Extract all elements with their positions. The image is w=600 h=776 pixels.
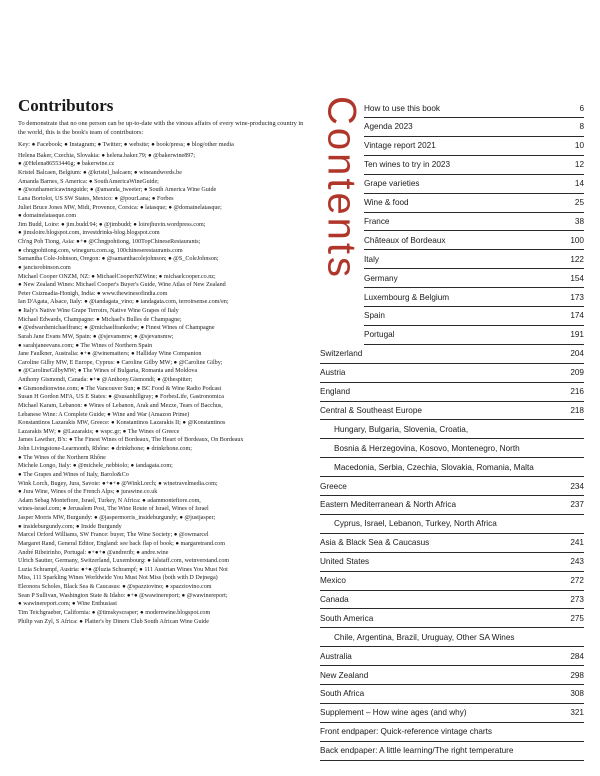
- contributor-line: Philip van Zyl, S Africa: ● Platter's by Diners Club South African Wine Guide: [18, 618, 209, 625]
- toc-title: Macedonia, Serbia, Czechia, Slovakia, Romania, Malta: [334, 462, 534, 472]
- contributor-line: ● @southamericawineguide; ● @amanda_tweeter; ● South America Wine Guide: [18, 187, 217, 194]
- toc-row[interactable]: [320, 401, 584, 420]
- toc-title: Front endpaper: Quick-reference vintage charts: [320, 727, 493, 737]
- toc-row[interactable]: [364, 156, 584, 175]
- contributor-line: ● domainelatasque.com: [18, 213, 77, 220]
- toc-title: Supplement – How wine ages (and why): [320, 708, 467, 718]
- contributor-line: Peter Csizmadia-Honigh, India: ● www.thewinesofindia.com: [18, 290, 168, 297]
- toc-page: 308: [570, 689, 584, 699]
- toc-page: 154: [570, 273, 584, 283]
- toc-row[interactable]: [364, 269, 584, 288]
- toc-row[interactable]: [364, 307, 584, 326]
- toc-page: 272: [570, 576, 584, 585]
- toc-title: England: [320, 387, 351, 396]
- toc-page: 241: [570, 538, 584, 548]
- contributor-line: Michael Karam, Lebanon: ● Wines of Lebanon, Arak and Mezze, Tears of Bacchus,: [18, 402, 223, 409]
- toc-row[interactable]: [320, 704, 584, 723]
- toc-page: 10: [574, 141, 584, 151]
- contributors-section: [18, 96, 304, 626]
- contributor-line: Ch'ng Poh Tiong, Asia: ●+● @Chngpohtiong, 100TopChineseRestaurants;: [18, 239, 201, 246]
- contributor-line: ● sarahjaneevans.com; ● The Wines of Northern Spain: [18, 342, 153, 349]
- contributor-line: Eleonora Scholes, Black Sea & Caucasus: ● @spazziovino; ● spazziovino.com: [18, 584, 212, 591]
- contributor-line: ● Jura Wine, Wines of the French Alps; ● jurawine.co.uk: [18, 489, 158, 496]
- toc-page: 122: [570, 254, 584, 264]
- contributor-line: ● The Wines of the Northern Rhône: [18, 454, 106, 461]
- toc-title: Australia: [320, 651, 352, 661]
- contributor-line: Michael Cooper ONZM, NZ: ● MichaelCooperNZWine; ● michaelcooper.co.nz;: [18, 273, 216, 280]
- toc-title: Cyprus, Israel, Lebanon, Turkey, North Africa: [334, 519, 497, 529]
- toc-page: 14: [574, 179, 584, 189]
- contributor-line: ● insideburgundy.com; ● Inside Burgundy: [18, 523, 122, 530]
- toc-row[interactable]: [320, 590, 584, 609]
- toc-page: 216: [570, 387, 584, 396]
- toc-title: Châteaux of Bordeaux: [364, 235, 446, 245]
- toc-row[interactable]: [364, 250, 584, 269]
- contributor-line: Konstantinos Lazarakis MW, Greece: ● Konstantinos Lazarakis II; ● @Konstantinos: [18, 420, 226, 427]
- contributor-line: Susan H Gordon MFA, US E States: ● @susanhillgray; ● ForbesLife, Gastronomica: [18, 394, 224, 401]
- toc-row[interactable]: [320, 439, 584, 458]
- toc-title: Chile, Argentina, Brazil, Uruguay, Other SA Wines: [334, 632, 515, 642]
- toc-title: Asia & Black Sea & Caucasus: [320, 538, 430, 548]
- contributor-line: Miss, 111 Sparkling Wines Worldwide You Must Not Miss (both with D Dejnega): [18, 575, 218, 582]
- toc-page: 8: [579, 122, 584, 132]
- toc-page: 204: [570, 349, 584, 359]
- toc-row[interactable]: [320, 723, 584, 742]
- toc-page: 100: [570, 235, 584, 245]
- toc-row[interactable]: [320, 420, 584, 439]
- toc-title: New Zealand: [320, 670, 369, 680]
- toc-title: Luxembourg & Belgium: [364, 292, 450, 302]
- toc-title: Mexico: [320, 576, 346, 585]
- toc-row[interactable]: [320, 534, 584, 553]
- toc-title: Switzerland: [320, 349, 363, 359]
- toc-row[interactable]: [364, 326, 584, 345]
- toc-title: Canada: [320, 594, 349, 604]
- contributor-line: Michael Edwards, Champagne: ● Michael's Bulles de Champagne;: [18, 316, 182, 323]
- toc-row[interactable]: [320, 609, 584, 628]
- toc-page: 321: [570, 708, 584, 718]
- contributor-line: ● chngpohtiong.com, wineguru.com.sg, 100chineserestaurants.com: [18, 247, 183, 254]
- toc-page: 284: [570, 651, 584, 661]
- toc-row[interactable]: [320, 628, 584, 647]
- contributor-line: ● @edwardsmichaelfranc; ● @michaelfrankedw; ● Finest Wines of Champagne: [18, 325, 215, 332]
- toc-page: 218: [570, 405, 584, 415]
- contributor-line: Anthony Gismondi, Canada: ●+● @Anthony.Gismondi; ● @thespitter;: [18, 377, 193, 384]
- toc-title: Ten wines to try in 2023: [364, 160, 451, 170]
- toc-title: Spain: [364, 311, 385, 321]
- contributor-line: Caroline Gilby MW, E Europe, Cyprus: ● Caroline Gilby MW; ● @Caroline Gilby;: [18, 359, 223, 366]
- contributor-line: ● The Grapes and Wines of Italy, Barolo&Co: [18, 471, 129, 478]
- contributor-line: Helena Baker, Czechia, Slovakia: ● helena.baker.79; ● @bakerwine897;: [18, 152, 196, 159]
- toc-page: 38: [574, 216, 584, 226]
- contributor-list: [18, 152, 304, 626]
- toc-row[interactable]: [364, 231, 584, 250]
- contributor-line: ● Gismondionwine.com; ● The Vancouver Sun; ● BC Food & Wine Radio Podcast: [18, 385, 222, 392]
- toc-title: Bosnia & Herzegovina, Kosovo, Montenegro, North: [334, 443, 520, 453]
- contributor-line: Sarah Jane Evans MW, Spain: ● @sjevansmw; ● @sjevansmw;: [18, 333, 174, 340]
- toc-title: Back endpaper: A little learning/The right temperature: [320, 746, 514, 756]
- contributor-line: John Livingstone-Learmonth, Rhône: ● drinkrhone; ● drinkrhone.com;: [18, 446, 192, 453]
- toc-title: Wine & food: [364, 198, 409, 207]
- toc-page: 12: [574, 160, 584, 170]
- toc-row[interactable]: [364, 175, 584, 194]
- contributor-line: Ian D'Agata, Alsace, Italy: ● @iandagata_vino; ● iandagata.com, terroirsense.com/en;: [18, 299, 229, 306]
- contents-title: Contents: [319, 95, 364, 281]
- contributor-line: ● @CarolineGilbyMW; ● The Wines of Bulgaria, Romania and Moldova: [18, 368, 198, 375]
- toc-row[interactable]: [320, 553, 584, 572]
- contributor-line: ● jimsloire.blogspot.com, investdrinks-blog.blogspot.com: [18, 230, 160, 237]
- toc-title: How to use this book: [364, 103, 441, 113]
- toc-row[interactable]: [320, 477, 584, 496]
- toc-page: 243: [570, 557, 584, 567]
- contributor-line: ● jancisrobinson.com: [18, 264, 71, 271]
- contributor-line: Samantha Cole-Johnson, Oregon: ● @samanthacolejohnson; ● @S_ColeJohnson;: [18, 256, 219, 263]
- toc-row[interactable]: [320, 345, 584, 364]
- toc-row[interactable]: [364, 288, 584, 307]
- toc-row[interactable]: [364, 194, 584, 213]
- contributor-line: Marcel Orford Williams, SW France: buyer, The Wine Society; ● @owmarcel: [18, 532, 209, 539]
- toc-title: Grape varieties: [364, 179, 420, 189]
- toc-title: United States: [320, 557, 370, 567]
- contributor-line: wines-israel.com; ● Jerusalem Post, The Wine Route of Israel, Wines of Israel: [18, 506, 209, 513]
- contributor-line: Amanda Barnes, S America: ● SouthAmericaWineGuide;: [18, 178, 159, 185]
- toc-page: 6: [579, 103, 584, 113]
- toc-title: Eastern Mediterranean & North Africa: [320, 500, 457, 510]
- toc-title: Austria: [320, 368, 346, 378]
- toc-page: 191: [570, 330, 584, 340]
- toc-row[interactable]: [364, 118, 584, 137]
- toc-row[interactable]: [364, 99, 584, 118]
- toc-title: Portugal: [364, 330, 395, 340]
- toc-row[interactable]: [320, 742, 584, 761]
- contributors-heading: Contributors: [18, 96, 114, 115]
- contributor-line: Ulrich Sautter, Germany, Switzerland, Luxembourg: ● falstaff.com, weinverstand.com: [18, 558, 230, 565]
- toc-row[interactable]: [320, 383, 584, 402]
- toc-title: Agenda 2023: [364, 122, 413, 132]
- contributor-line: Sean P Sullivan, Washington State & Idaho: ●+● @wawinereport; ● @wawinereport;: [18, 592, 228, 599]
- toc-page: 237: [570, 500, 584, 510]
- social-key: Key: ● Facebook; ● Instagram; ● Twitter; ● website; ● book/press; ● blog/other media: [18, 141, 234, 149]
- toc-title: South America: [320, 613, 374, 623]
- contributor-line: James Lawther, B'x: ● The Finest Wines of Bordeaux, The Heart of Bordeaux, On Bordeaux: [18, 437, 244, 444]
- toc-title: France: [364, 216, 390, 226]
- toc-page: 298: [570, 670, 584, 680]
- toc-title: Italy: [364, 254, 380, 264]
- toc-row[interactable]: [320, 515, 584, 534]
- contributor-line: Jim Budd, Loire: ● jim.budd.94; ● @jimbudd; ● loirejhuvin.wordpress.com;: [18, 221, 206, 228]
- contributors-intro: To demonstrate that no one person can be up-to-date with the vinous affairs of every wine-producing country in the world, this is the book's team of contributors:: [18, 120, 304, 136]
- contributor-line: ● New Zealand Wines: Michael Cooper's Buyer's Guide, Wine Atlas of New Zealand: [18, 282, 226, 289]
- toc-title: Central & Southeast Europe: [320, 405, 422, 415]
- toc-row[interactable]: [320, 496, 584, 515]
- toc-row[interactable]: [320, 685, 584, 704]
- toc-title: Vintage report 2021: [364, 141, 436, 151]
- toc-page: 173: [570, 292, 584, 302]
- toc-page: 275: [570, 613, 584, 623]
- contributor-line: Lebanese Wine: A Complete Guide; ● Wine and War (Amazon Prime): [18, 411, 190, 418]
- toc-title: Hungary, Bulgaria, Slovenia, Croatia,: [334, 424, 469, 434]
- toc-row[interactable]: [364, 137, 584, 156]
- contributor-line: Lazarakis MW; ● @Lazarakis; ● wspc.gr; ● The Wines of Greece: [18, 428, 180, 435]
- contributor-line: Adam Sebag Montefiore, Israel, Turkey, N Africa: ● adammontefiore.com,: [18, 497, 201, 504]
- contributor-line: Jasper Morris MW, Burgundy: ● @jaspermorris_insideburgundy; ● @justjasper;: [18, 515, 216, 522]
- contributor-line: Luzia Schrampf, Austria: ●+● @luzia Schrampf; ● 111 Austrian Wines You Must Not: [18, 566, 228, 573]
- contributor-line: Michele Longo, Italy: ● @michele_nebbiolo; ● iandagata.com;: [18, 463, 173, 470]
- contributor-line: André Ribeirinho, Portugal: ●+●+● @andrerib; ● andre.wine: [18, 549, 169, 556]
- toc-page: 209: [570, 368, 584, 378]
- contributor-line: Jane Faulkner, Australia: ●+● @winematters; ● Halliday Wine Companion: [18, 351, 202, 358]
- toc-row[interactable]: [364, 212, 584, 231]
- contributor-line: Kristel Balcaen, Belgium: ● @kristel_balcaen; ● wineandwords.be: [18, 170, 182, 177]
- toc-row[interactable]: [320, 572, 584, 591]
- toc-page: 174: [570, 311, 584, 321]
- contributor-line: Wink Lorch, Bugey, Jura, Savoie: ●+●+● @WinkLorch; ● winetravelmedia.com;: [18, 480, 218, 487]
- toc-title: South Africa: [320, 689, 365, 699]
- contributor-line: ● @Helena86553446g; ● bakerwine.cz: [18, 161, 115, 168]
- contributor-line: Lana Bortolot, US SW States, Mexico: ● @pourLana; ● Forbes: [18, 195, 174, 202]
- toc-page: 273: [570, 594, 584, 604]
- toc-title: Greece: [320, 481, 347, 491]
- toc-page: 25: [574, 198, 584, 207]
- toc-row[interactable]: [320, 666, 584, 685]
- contributor-line: Margaret Rand, General Editor, England: see back flap of book; ● margaretrand.com: [18, 540, 225, 547]
- contributor-line: Tim Teichgraeber, California: ● @timskyscraper; ● modernwine.blogspot.com: [18, 609, 211, 616]
- toc-row[interactable]: [320, 458, 584, 477]
- toc-row[interactable]: [320, 647, 584, 666]
- toc-page: 234: [570, 481, 584, 491]
- contributor-line: Juliet Bruce Jones MW, Midi, Provence, Corsica: ● latasque; ● @domainelatasque;: [18, 204, 222, 211]
- contributor-line: ● wawinereport.com; ● Wine Enthusiast: [18, 601, 117, 608]
- contributor-line: ● Italy's Native Wine Grape Terroirs, Native Wine Grapes of Italy: [18, 308, 179, 315]
- toc-title: Germany: [364, 273, 398, 283]
- toc-row[interactable]: [320, 364, 584, 383]
